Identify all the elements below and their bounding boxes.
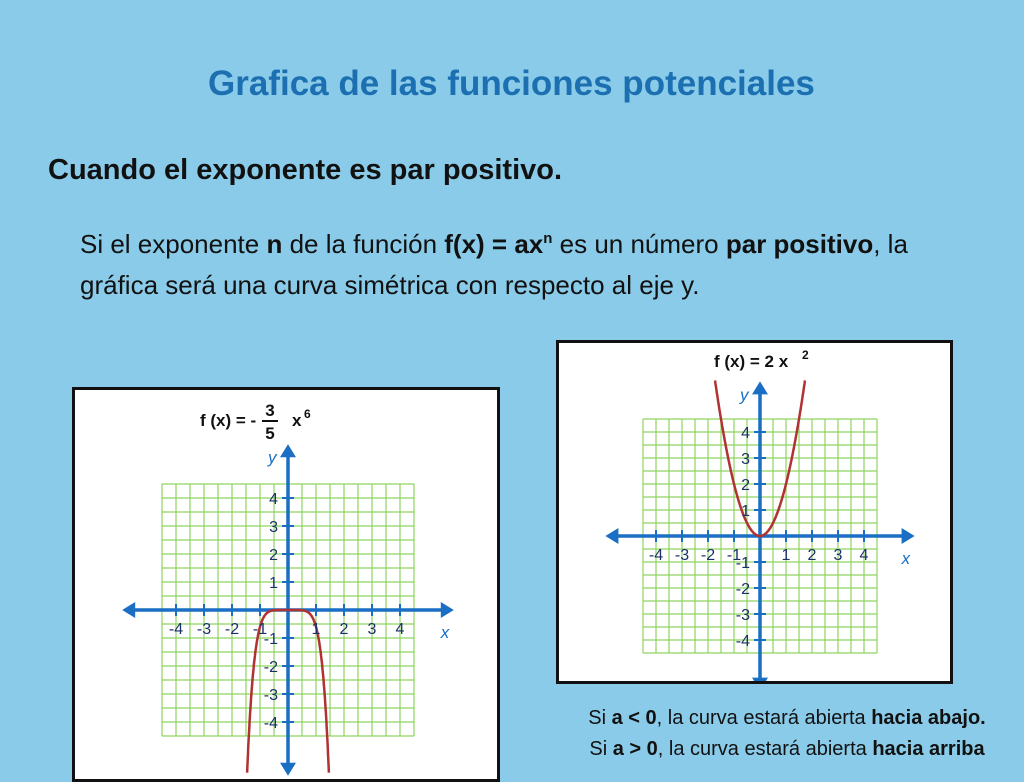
explanation-paragraph (80, 224, 920, 306)
note-2-text-1: Si (589, 738, 613, 760)
note-1-bold-2: hacia abajo. (871, 707, 986, 729)
x-axis-arrow-left (605, 528, 618, 544)
formula-variable: x (292, 411, 302, 430)
x-tick-label: -3 (196, 621, 212, 638)
formula-denominator: 5 (265, 424, 275, 443)
y-axis-arrow-up (280, 444, 296, 457)
para-text-3: es un número (552, 229, 726, 259)
x-tick-label: -1 (726, 547, 742, 564)
notes (552, 703, 1022, 765)
x-axis-label: x (901, 549, 911, 568)
y-tick-label: 3 (741, 451, 750, 468)
formula-lhs: f (x) = 2 x (714, 352, 789, 371)
para-formula-base: f(x) = ax (444, 229, 544, 259)
y-tick-label: -3 (735, 607, 750, 624)
x-tick-label: 4 (859, 547, 869, 564)
note-1-text-1: Si (588, 707, 612, 729)
y-tick-label: 1 (741, 503, 750, 520)
note-1-bold-1: a < 0 (611, 707, 657, 729)
x-tick-label: 4 (395, 621, 405, 638)
y-tick-label: -3 (263, 687, 278, 704)
y-axis-label: y (268, 448, 277, 468)
x-axis-arrow-right (441, 602, 454, 618)
para-text-2: de la función (282, 229, 445, 259)
x-tick-label: 1 (311, 621, 321, 638)
para-text-4: , la gráfica será una curva simétrica con respecto al eje y. (80, 229, 908, 300)
formula-lhs: f (x) = - (200, 411, 257, 430)
x-tick-label: -2 (700, 547, 716, 564)
y-tick-label: -2 (735, 581, 750, 598)
slide-subtitle: Cuando el exponente es par positivo. (48, 154, 563, 186)
x-tick-label: 2 (339, 621, 349, 638)
graph-panel-right (556, 340, 953, 684)
x-axis-arrow-left (122, 602, 135, 618)
x-tick-label: -4 (648, 547, 664, 564)
x-tick-label: -3 (674, 547, 690, 564)
x-tick-label: -1 (252, 621, 268, 638)
x-tick-label: -2 (224, 621, 240, 638)
para-formula-exponent: n (543, 230, 553, 247)
y-axis-label: y (740, 385, 749, 405)
y-tick-label: 4 (269, 491, 278, 508)
x-tick-label: 2 (807, 547, 817, 564)
y-tick-label: 1 (269, 575, 278, 592)
note-2-bold-1: a > 0 (612, 738, 658, 760)
y-tick-label: -1 (735, 555, 750, 572)
y-axis-arrow-down (280, 763, 296, 776)
note-a-negative (552, 703, 1022, 734)
y-tick-label: 4 (741, 425, 750, 442)
chart-right (559, 343, 953, 684)
y-tick-label: -4 (735, 633, 750, 650)
y-tick-label: -4 (263, 715, 278, 732)
note-2-bold-2: hacia arriba (872, 738, 985, 760)
y-tick-label: -2 (263, 659, 278, 676)
x-axis-arrow-right (902, 528, 915, 544)
y-axis-arrow-down (752, 678, 768, 684)
y-tick-label: 2 (741, 477, 750, 494)
graph-panel-left (72, 387, 500, 782)
chart-left (75, 390, 500, 782)
x-axis-label: x (440, 623, 450, 642)
note-a-positive (552, 734, 1022, 765)
x-tick-label: -4 (168, 621, 184, 638)
x-tick-label: 3 (367, 621, 377, 638)
formula-exponent: 2 (802, 348, 809, 362)
x-tick-label: 1 (781, 547, 791, 564)
slide-title: Grafica de las funciones potenciales (208, 64, 815, 103)
note-2-text-2: , la curva estará abierta (657, 738, 873, 760)
y-axis-arrow-up (752, 381, 768, 394)
formula-exponent: 6 (304, 407, 311, 421)
y-tick-label: -1 (263, 631, 278, 648)
note-1-text-2: , la curva estará abierta (656, 707, 872, 729)
para-bold-n: n (266, 229, 283, 259)
y-tick-label: 3 (269, 519, 278, 536)
x-tick-label: 3 (833, 547, 843, 564)
y-tick-label: 2 (269, 547, 278, 564)
para-bold-formula (444, 229, 552, 259)
para-bold-par-positivo: par positivo (725, 229, 874, 259)
formula-numerator: 3 (265, 401, 275, 420)
para-text-1: Si el exponente (80, 229, 267, 259)
